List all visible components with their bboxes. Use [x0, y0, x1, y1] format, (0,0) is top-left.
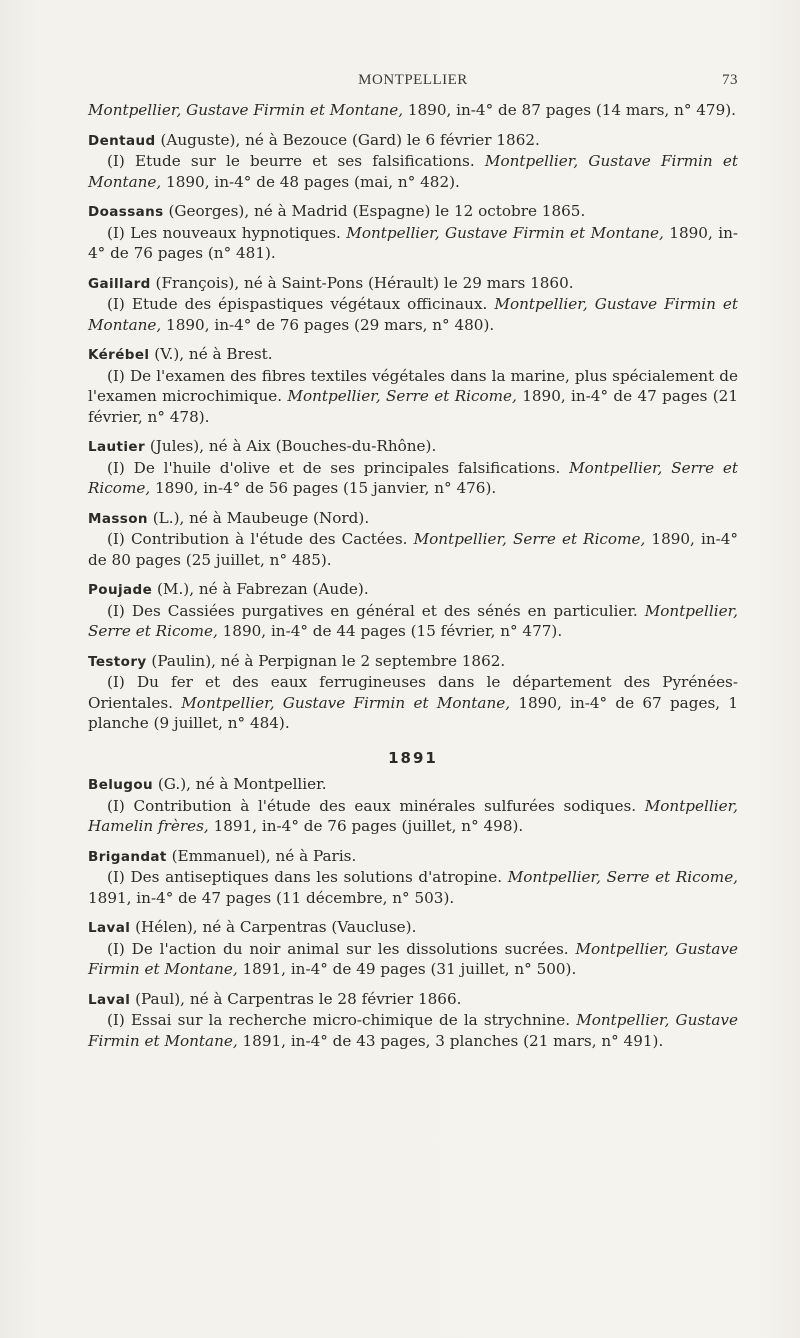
author-line: [88, 344, 738, 366]
publication-details: 1891, in-4° de 76 pages (juillet, n° 498).: [208, 817, 524, 835]
thesis-title: [88, 366, 738, 428]
thesis-text: (I) Contribution à l'étude des eaux minérales sulfurées sodiques.: [107, 796, 645, 815]
author-line: [88, 846, 738, 868]
thesis-text: (I) Du fer et des eaux ferrugineuses dans le département des Pyrénées-Orientales.: [88, 673, 738, 712]
publication-details: 1891, in-4° de 49 pages (31 juillet, n° 500).: [237, 960, 577, 978]
author-name: Testory: [88, 653, 147, 670]
author-details: (François), né à Saint-Pons (Hérault) le 29 mars 1860.: [150, 273, 574, 292]
publication-details: 1890, in-4° de 47 pages (21 février, n° 478).: [88, 387, 739, 426]
author-line: [88, 201, 738, 223]
thesis-title: [88, 458, 738, 499]
thesis-title: [88, 796, 738, 837]
author-line: [88, 508, 738, 530]
thesis-text: (I) De l'action du noir animal sur les dissolutions sucrées.: [107, 939, 576, 958]
publication-details: 1890, in-4° de 76 pages (n° 481).: [88, 223, 739, 262]
publisher-italic: Montpellier, Hamelin frères,: [88, 796, 738, 835]
author-details: (Emmanuel), né à Paris.: [166, 846, 357, 865]
thesis-text: (I) Des Cassiées purgatives en général et des sénés en particulier.: [107, 601, 645, 620]
thesis-text: (I) Etude des épispastiques végétaux officinaux.: [107, 295, 495, 313]
thesis-text: (I) Etude sur le beurre et ses falsifications.: [107, 152, 485, 170]
thesis-text: (I) Contribution à l'étude des Cactées.: [107, 530, 414, 548]
running-title: MONTPELLIER: [358, 72, 468, 88]
year-heading: 1891: [388, 748, 438, 767]
thesis-entry: [88, 508, 738, 571]
publisher-italic: Montpellier, Serre et Ricome,: [507, 868, 739, 886]
thesis-text: (I) Les nouveaux hypnotiques.: [107, 223, 347, 242]
publisher-italic: Montpellier, Gustave Firmin et Montane,: [88, 295, 738, 334]
author-line: [88, 917, 738, 939]
author-name: Doassans: [88, 204, 164, 220]
entries-1891: [88, 774, 738, 1051]
author-name: Brigandat: [88, 848, 167, 865]
publication-details: 1890, in-4° de 80 pages (25 juillet, n° 485).: [88, 530, 738, 569]
author-details: (Auguste), né à Bezouce (Gard) le 6 février 1862.: [155, 130, 540, 149]
thesis-entry: [88, 273, 738, 336]
thesis-title: [88, 1010, 738, 1051]
publisher-italic: Montpellier, Gustave Firmin et Montane,: [346, 223, 664, 242]
thesis-entry: [88, 344, 738, 427]
page-header: [88, 72, 738, 94]
entries-1890: [88, 130, 738, 734]
thesis-entry: [88, 846, 738, 909]
author-details: (Paulin), né à Perpignan le 2 septembre 1862.: [146, 651, 506, 670]
thesis-entry: [88, 579, 738, 642]
thesis-entry: [88, 774, 738, 837]
thesis-entry: [88, 651, 738, 734]
author-name: Masson: [88, 510, 148, 527]
author-name: Belugou: [88, 777, 154, 793]
author-name: Dentaud: [88, 132, 156, 149]
publisher-italic: Montpellier, Serre et Ricome,: [413, 530, 646, 548]
publication-details: 1890, in-4° de 56 pages (15 janvier, n° 476).: [150, 479, 497, 497]
author-line: [88, 273, 738, 295]
thesis-entry: [88, 989, 738, 1052]
page-number: 73: [722, 72, 738, 88]
thesis-text: (I) De l'huile d'olive et de ses principales falsifications.: [107, 458, 570, 477]
author-details: (Hélen), né à Carpentras (Vaucluse).: [130, 918, 417, 936]
author-line: [88, 989, 738, 1011]
thesis-title: [88, 939, 738, 980]
author-line: [88, 130, 738, 152]
author-details: (Paul), né à Carpentras le 28 février 1866.: [130, 989, 462, 1008]
publisher-italic: Montpellier, Gustave Firmin et Montane,: [88, 101, 404, 119]
author-name: Kérébel: [88, 347, 150, 363]
thesis-title: [88, 601, 738, 642]
thesis-text: (I) Essai sur la recherche micro-chimique de la strychnine.: [107, 1011, 577, 1029]
publisher-italic: Montpellier, Gustave Firmin et Montane,: [88, 939, 738, 978]
publisher-italic: Montpellier, Serre et Ricome,: [88, 601, 738, 640]
publication-details: 1890, in-4° de 67 pages, 1 planche (9 juillet, n° 484).: [88, 693, 739, 732]
author-name: Laval: [88, 920, 131, 936]
page-body: [88, 100, 738, 1051]
thesis-title: [88, 867, 738, 908]
publisher-italic: Montpellier, Gustave Firmin et Montane,: [88, 1011, 738, 1050]
author-line: [88, 579, 738, 601]
publication-details: 1890, in-4° de 44 pages (15 février, n° 477).: [217, 622, 563, 640]
author-details: (G.), né à Montpellier.: [153, 775, 327, 793]
thesis-title: [88, 223, 738, 264]
thesis-title: [88, 294, 738, 335]
publisher-italic: Montpellier, Serre et Ricome,: [88, 458, 738, 497]
author-details: (Georges), né à Madrid (Espagne) le 12 octobre 1865.: [163, 202, 586, 220]
publisher-italic: Montpellier, Gustave Firmin et Montane,: [88, 152, 738, 191]
thesis-entry: [88, 130, 738, 193]
publication-details: 1890, in-4° de 87 pages (14 mars, n° 479).: [403, 101, 737, 119]
thesis-entry: [88, 436, 738, 499]
author-line: [88, 774, 738, 796]
author-name: Lautier: [88, 439, 146, 455]
publication-details: 1891, in-4° de 47 pages (11 décembre, n° 503).: [88, 888, 455, 907]
publication-details: 1890, in-4° de 76 pages (29 mars, n° 480).: [161, 315, 495, 334]
publication-details: 1890, in-4° de 48 pages (mai, n° 482).: [161, 172, 460, 191]
author-line: [88, 651, 738, 673]
publisher-italic: Montpellier, Serre et Ricome,: [287, 387, 517, 405]
author-details: (L.), né à Maubeuge (Nord).: [147, 508, 370, 527]
thesis-title: [88, 529, 738, 570]
thesis-entry: [88, 201, 738, 264]
thesis-title: [88, 151, 738, 192]
thesis-entry: [88, 917, 738, 980]
publisher-italic: Montpellier, Gustave Firmin et Montane,: [181, 693, 511, 712]
author-details: (V.), né à Brest.: [149, 345, 273, 363]
continued-entry: [88, 100, 738, 121]
author-line: [88, 436, 738, 458]
author-name: Laval: [88, 991, 131, 1008]
author-details: (M.), né à Fabrezan (Aude).: [152, 580, 369, 598]
thesis-text: (I) De l'examen des fibres textiles végétales dans la marine, plus spécialement de l'examen microchimique.: [88, 366, 738, 405]
publication-details: 1891, in-4° de 43 pages, 3 planches (21 mars, n° 491).: [237, 1031, 664, 1050]
thesis-text: (I) Des antiseptiques dans les solutions d'atropine.: [107, 868, 508, 886]
thesis-title: [88, 672, 738, 734]
author-name: Poujade: [88, 582, 153, 598]
author-name: Gaillard: [88, 275, 151, 292]
author-details: (Jules), né à Aix (Bouches-du-Rhône).: [145, 437, 437, 455]
